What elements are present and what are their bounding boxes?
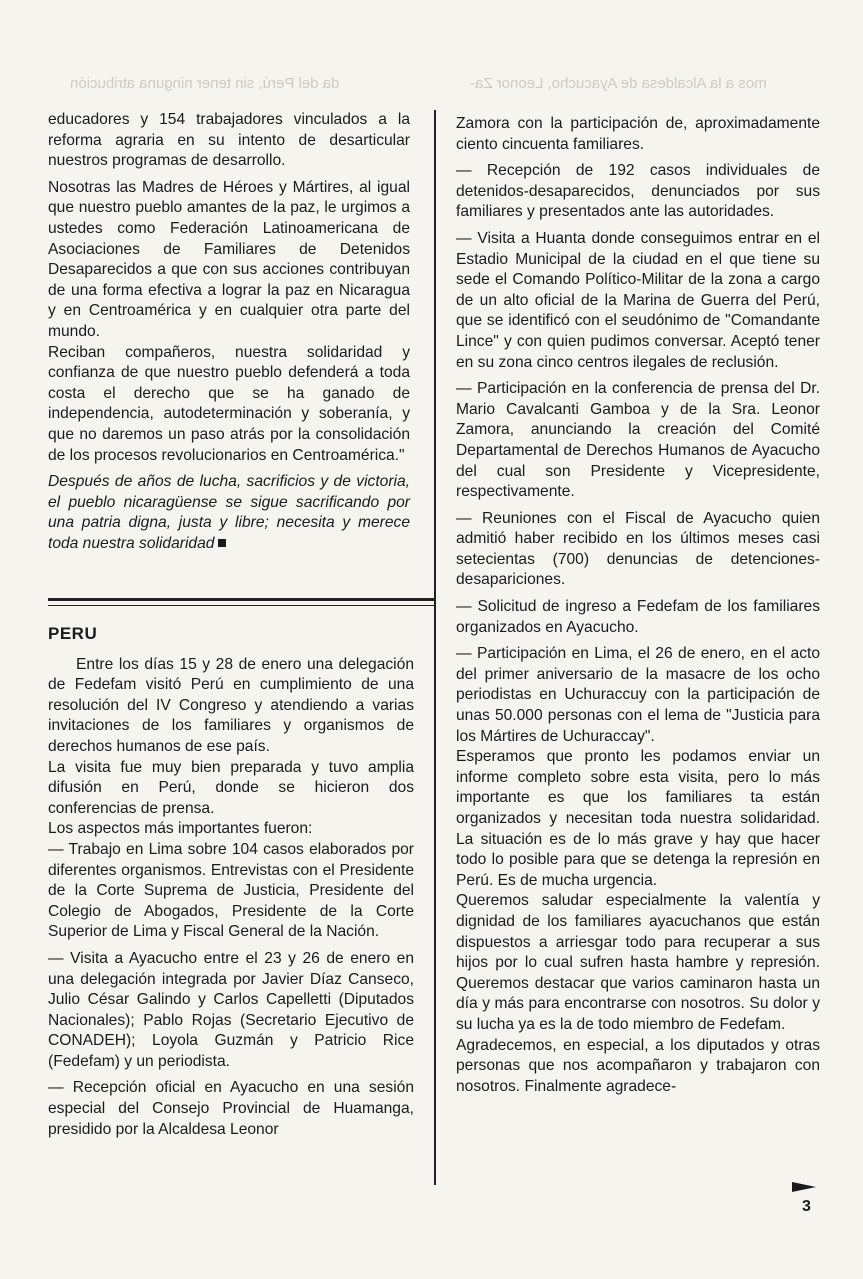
closing-italic-text: Después de años de lucha, sacrificios y de victoria, el pueblo nicaragüense se sigue sacrificando por una patria digna, justa y libre; necesita y merece toda nuestra solidaridad bbox=[48, 473, 410, 552]
paragraph: Agradecemos, en especial, a los diputados y otras personas que nos acompañaron y trabajaron con nosotros. Finalmente agradece- bbox=[456, 1036, 820, 1095]
list-item: — Reuniones con el Fiscal de Ayacucho quien admitió haber recibido en los últimos meses casi setecientas (700) denuncias de detenciones-desapariciones. bbox=[456, 509, 820, 589]
page-number: 3 bbox=[802, 1198, 811, 1215]
paragraph: Zamora con la participación de, aproximadamente ciento cincuenta familiares. bbox=[456, 115, 820, 153]
continue-arrow-icon bbox=[792, 1182, 816, 1192]
right-column bbox=[456, 114, 820, 1103]
paragraph: Reciban compañeros, nuestra solidaridad y confianza de que nuestro pueblo defenderá a toda costa el derecho que se ha ganado de independencia, autodeterminación y soberanía, y que no daremos un paso atrás por la consolidación de los procesos revolucionarios en Centroamérica." bbox=[48, 343, 410, 464]
list-item: — Recepción de 192 casos individuales de detenidos-desaparecidos, denunciados por sus familiares y presentados ante las autoridades. bbox=[456, 162, 820, 221]
section-divider-horizontal-thin bbox=[48, 605, 436, 606]
list-item: — Solicitud de ingreso a Fedefam de los familiares organizados en Ayacucho. bbox=[456, 598, 820, 636]
paragraph: educadores y 154 trabajadores vinculados a la reforma agraria en su intento de desarticular nuestros programas de desarrollo. bbox=[48, 111, 410, 170]
list-item: — Participación en Lima, el 26 de enero, en el acto del primer aniversario de la masacre de los ocho periodistas en Uchuraccuy con la participación de unas 50.000 personas con el lema de "Justicia para los Mártires de Uchuraccay". bbox=[456, 645, 820, 745]
section-title: PERU bbox=[48, 624, 98, 643]
paragraph: Nosotras las Madres de Héroes y Mártires, al igual que nuestro pueblo amantes de la paz, le urgimos a ustedes como Federación Latinoamericana de Asociaciones de Familiares de Detenidos Desaparecidos a que con sus acciones contribuyan de una forma efectiva a lograr la paz en Nicaragua y en Centroamérica y en cualquier otra parte del mundo. bbox=[48, 178, 410, 340]
list-item: — Participación en la conferencia de prensa del Dr. Mario Cavalcanti Gamboa y de la Sra. Leonor Zamora, anunciando la creación del Comité Departamental de Derechos Humanos de Ayacucho del cual son Presidente y Vicepresidente, respectivamente. bbox=[456, 380, 820, 501]
list-item: — Visita a Huanta donde conseguimos entrar en el Estadio Municipal de la ciudad en el que tiene su sede el Comando Político-Militar de la zona a cargo de un alto oficial de la Marina de Guerra del Perú, que se identificó con el seudónimo de "Comandante Lince" y con quien pudimos conversar. Aceptó tener en su zona cinco centros ilegales de reclusión. bbox=[456, 229, 820, 371]
list-item: — Visita a Ayacucho entre el 23 y 26 de enero en una delegación integrada por Javier Díaz Canseco, Julio César Galindo y Carlos Capelletti (Diputados Nacionales); Pablo Rojas (Secretario Ejecutivo de CONADEH); Loyola Guzmán y Patricio Rice (Fedefam) y un periodista. bbox=[48, 949, 414, 1070]
list-item: — Trabajo en Lima sobre 104 casos elaborados por diferentes organismos. Entrevistas con el Presidente de la Corte Suprema de Justicia, Presidente del Colegio de Abogados, Presidente de la Corte Superior de Lima y Fiscal General de la Nación. bbox=[48, 840, 414, 941]
paragraph: Queremos saludar especialmente la valentía y dignidad de los familiares ayacuchanos que están dispuestos a arriesgar todo para recuperar a sus hijos por lo cual sufren hasta hambre y represión. Queremos destacar que varios caminaron hasta un día y más para encontrarse con nosotros. Su dolor y su lucha ya es la de todo miembro de Fedefam. bbox=[456, 892, 820, 1033]
paragraph: La visita fue muy bien preparada y tuvo amplia difusión en Perú, donde se hicieron dos conferencias de prensa. bbox=[48, 758, 414, 817]
column-divider-vertical bbox=[434, 110, 436, 1185]
bleed-through-text bbox=[0, 68, 863, 108]
paragraph: Esperamos que pronto les podamos enviar un informe completo sobre esta visita, pero lo más importante es que los familiares ta están organizados y necesitan toda nuestra solidaridad. La situación es de lo más grave y hay que hacer todo lo posible para que se detenga la represión en Perú. Es de mucha urgencia. bbox=[456, 748, 820, 889]
section-divider-horizontal bbox=[48, 598, 436, 601]
closing-italic-paragraph bbox=[48, 472, 410, 554]
bleed-through-right: mos a la Alcaldesa de Ayacucho, Leonor Za- bbox=[470, 75, 767, 92]
left-column-bottom bbox=[48, 624, 414, 1146]
list-item: — Recepción oficial en Ayacucho en una sesión especial del Consejo Provincial de Huamanga, presidido por la Alcaldesa Leonor bbox=[48, 1079, 414, 1138]
paragraph: Los aspectos más importantes fueron: bbox=[48, 820, 313, 838]
left-column-top bbox=[48, 110, 410, 560]
paragraph: Entre los días 15 y 28 de enero una delegación de Fedefam visitó Perú en cumplimiento de una resolución del IV Congreso y atendiendo a varias invitaciones de los familiares y organismos de derechos humanos de ese país. bbox=[48, 655, 414, 755]
bleed-through-left: da del Perú, sin tener ninguna atribución bbox=[70, 75, 340, 92]
end-mark-icon bbox=[218, 539, 226, 547]
